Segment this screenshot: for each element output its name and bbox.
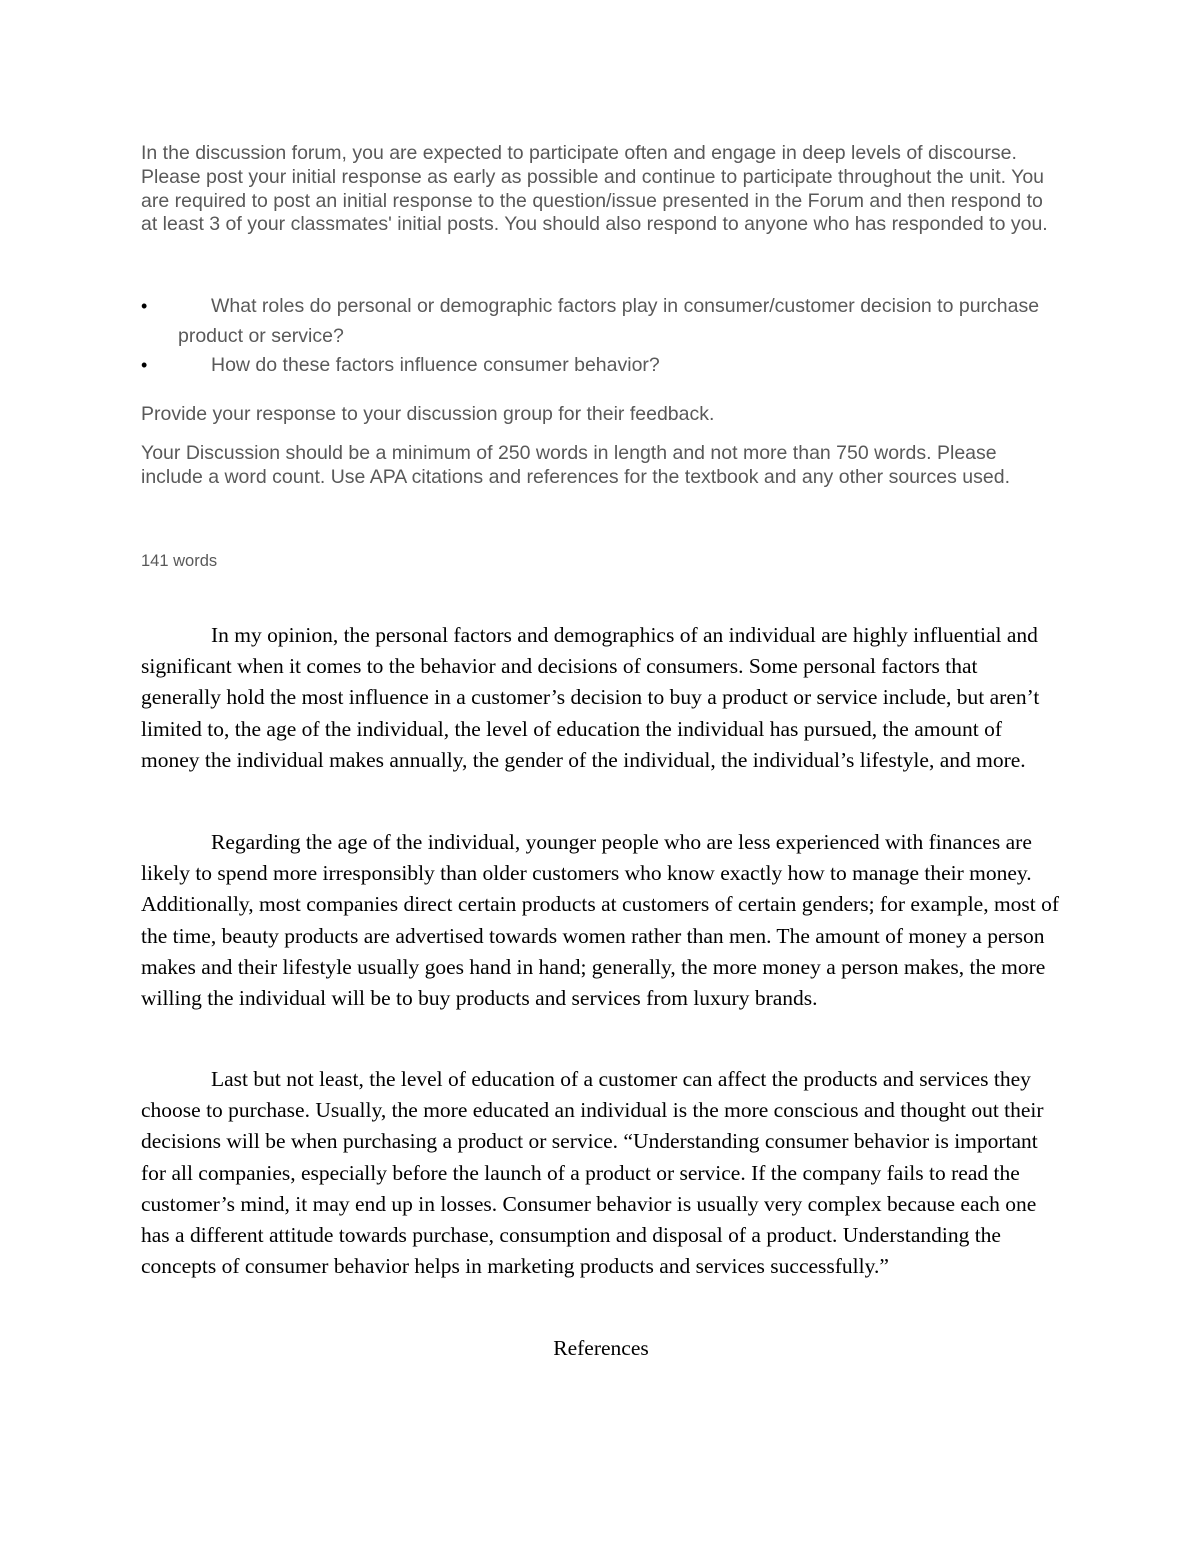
- word-count: 141 words: [141, 552, 218, 570]
- references-heading: References: [553, 1336, 649, 1360]
- question-item: [141, 292, 1061, 351]
- prompt-intro: In the discussion forum, you are expected to participate often and engage in deep levels of discourse. Please post your initial response as early as possible and continue to participate throughout the unit. You are required to post an initial response to the question/issue presented in the Forum and then respond to at least 3 of your classmates' initial posts. You should also respond to anyone who has responded to you.: [141, 142, 1048, 236]
- question-item: [141, 351, 1061, 381]
- essay-paragraph: In my opinion, the personal factors and demographics of an individual are highly influential and significant when it comes to the behavior and decisions of consumers. Some personal factors that generally hold the most influence in a customer’s decision to buy a product or service include, but aren’t limited to, the age of the individual, the level of education the individual has pursued, the amount of money the individual makes annually, the gender of the individual, the individual’s lifestyle, and more.: [141, 623, 1040, 772]
- bullet-icon: •: [141, 296, 148, 316]
- prompt-feedback: Provide your response to your discussion group for their feedback.: [141, 403, 715, 425]
- question-list: [141, 292, 1061, 381]
- prompt-requirement: Your Discussion should be a minimum of 250 words in length and not more than 750 words. Please include a word count. Use APA citations and references for the textbook and any other sources used.: [141, 442, 1010, 488]
- essay-paragraph: Regarding the age of the individual, younger people who are less experienced with finances are likely to spend more irresponsibly than older customers who know exactly how to manage their money. Additionally, most companies direct certain products at customers of certain genders; for example, most of the time, beauty products are advertised towards women rather than men. The amount of money a person makes and their lifestyle usually goes hand in hand; generally, the more money a person makes, the more willing the individual will be to buy products and services from luxury brands.: [141, 830, 1060, 1011]
- question-text: What roles do personal or demographic factors play in consumer/customer decision to purchase product or service?: [178, 295, 1040, 347]
- bullet-icon: •: [141, 355, 148, 375]
- essay-paragraph: Last but not least, the level of education of a customer can affect the products and services they choose to purchase. Usually, the more educated an individual is the more conscious and thought out their decisions will be when purchasing a product or service. “Understanding consumer behavior is important for all companies, especially before the launch of a product or service. If the company fails to read the customer’s mind, it may end up in losses. Consumer behavior is usually very complex because each one has a different attitude towards purchase, consumption and disposal of a product. Understanding the concepts of consumer behavior helps in marketing products and services successfully.”: [141, 1067, 1044, 1279]
- question-text: How do these factors influence consumer behavior?: [211, 354, 660, 376]
